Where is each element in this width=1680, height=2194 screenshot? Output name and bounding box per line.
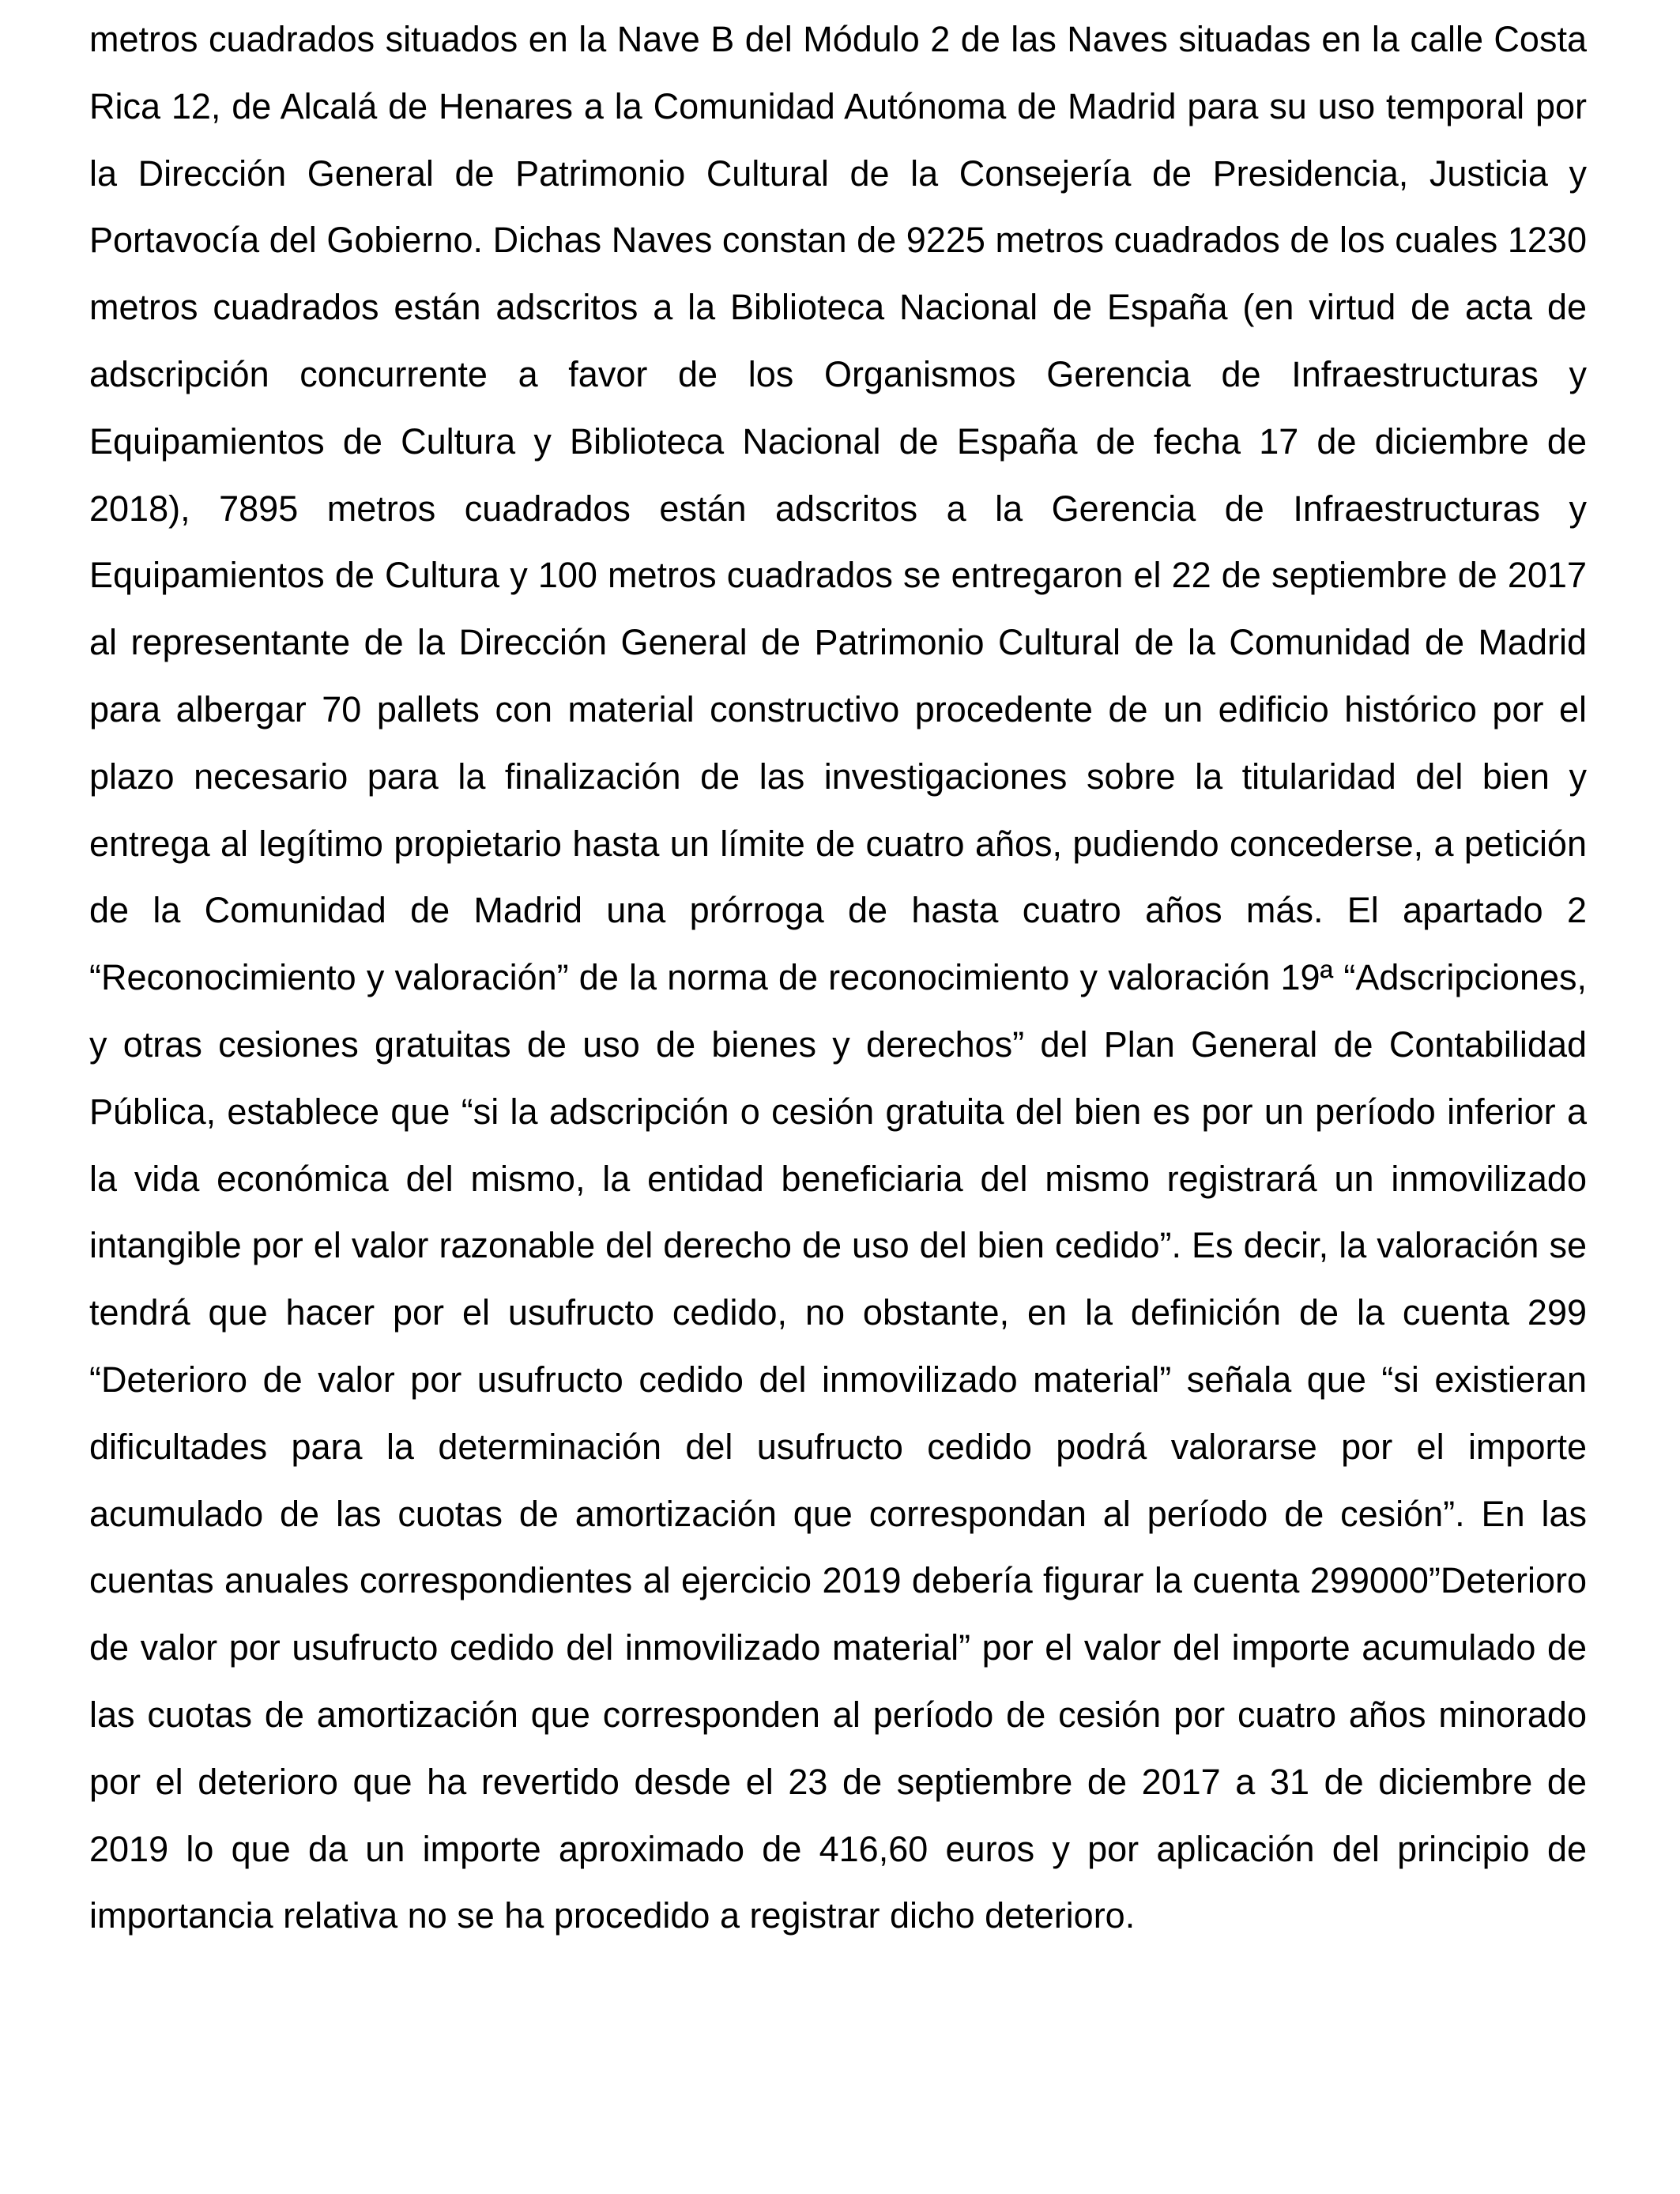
body-paragraph: metros cuadrados situados en la Nave B del Módulo 2 de las Naves situadas en la calle Costa Rica 12, de Alcalá de Henares a la Comunidad Autónoma de Madrid para su uso temporal por la Dirección General de Patrimonio Cultural de la Consejería de Presidencia, Justicia y Portavocía del Gobierno. Dichas Naves constan de 9225 metros cuadrados de los cuales 1230 metros cuadrados están adscritos a la Biblioteca Nacional de España (en virtud de acta de adscripción concurrente a favor de los Organismos Gerencia de Infraestructuras y Equipamientos de Cultura y Biblioteca Nacional de España de fecha 17 de diciembre de 2018), 7895 metros cuadrados están adscritos a la Gerencia de Infraestructuras y Equipamientos de Cultura y 100 metros cuadrados se entregaron el 22 de septiembre de 2017 al representante de la Dirección General de Patrimonio Cultural de la Comunidad de Madrid para albergar 70 pallets con material constructivo procedente de un edificio histórico por el plazo necesario para la finalización de las investigaciones sobre la titularidad del bien y entrega al legítimo propietario hasta un límite de cuatro años, pudiendo concederse, a petición de la Comunidad de Madrid una prórroga de hasta cuatro años más. El apartado 2 “Reconocimiento y valoración” de la norma de reconocimiento y valoración 19ª “Adscripciones, y otras cesiones gratuitas de uso de bienes y derechos” del Plan General de Contabilidad Pública, establece que “si la adscripción o cesión gratuita del bien es por un período inferior a la vida económica del mismo, la entidad beneficiaria del mismo registrará un inmovilizado intangible por el valor razonable del derecho de uso del bien cedido”. Es decir, la valoración se tendrá que hacer por el usufructo cedido, no obstante, en la definición de la cuenta 299 “Deterioro de valor por usufructo cedido del inmovilizado material” señala que “si existieran dificultades para la determinación del usufructo cedido podrá valorarse por el importe acumulado de las cuotas de amortización que correspondan al período de cesión”. En las cuentas anuales correspondientes al ejercicio 2019 debería figurar la cuenta 299000”Deterioro de valor por usufructo cedido del inmovilizado material” por el valor del importe acumulado de las cuotas de amortización que corresponden al período de cesión por cuatro años minorado por el deterioro que ha revertido desde el 23 de septiembre de 2017 a 31 de diciembre de 2019 lo que da un importe aproximado de 416,60 euros y por aplicación del principio de importancia relativa no se ha procedido a registrar dicho deterioro.: [89, 19, 1587, 1936]
document-page: [89, 6, 1587, 1950]
